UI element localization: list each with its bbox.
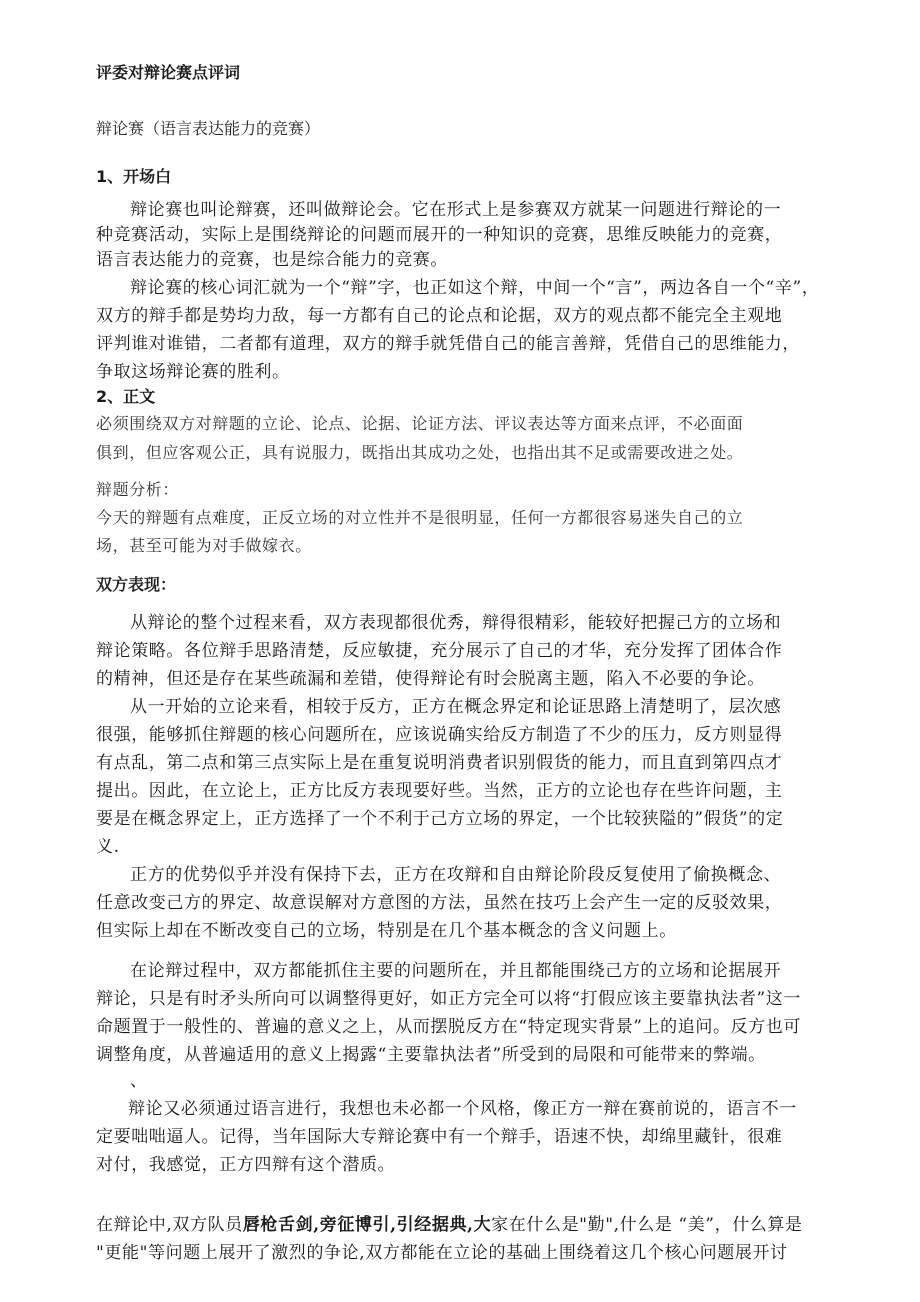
section2-p1-line2: 俱到，但应客观公正，具有说服力，既指出其成功之处，也指出其不足或需要改进之处。 — [96, 443, 744, 462]
section1-p2-line2: 双方的辩手都是势均力敌，每一方都有自己的论点和论据，双方的观点都不能完全主观地 — [96, 306, 783, 326]
section2-heading: 2、正文 — [96, 387, 156, 406]
perf-p3-line3: 但实际上却在不断改变自己的立场，特别是在几个基本概念的含义问题上。 — [96, 921, 677, 941]
document-title: 评委对辩论赛点评词 — [96, 63, 241, 82]
section1-p1-line1: 辩论赛也叫论辩赛，还叫做辩论会。它在形式上是参赛双方就某一问题进行辩论的一 — [130, 200, 782, 220]
section1-p2-line1: 辩论赛的核心词汇就为一个“辩”字，也正如这个辩，中间一个“言”，两边各自一个“辛”， — [130, 278, 820, 298]
perf-p5-line2: 定要咄咄逼人。记得，当年国际大专辩论赛中有一个辩手，语速不快，却绵里藏针，很难 — [96, 1127, 783, 1147]
document-subtitle: 辩论赛（语言表达能力的竞赛） — [96, 119, 321, 138]
section1-p2-line3: 评判谁对谁错，二者都有道理，双方的辩手就凭借自己的能言善辩，凭借自己的思维能力， — [96, 334, 800, 354]
perf-p4-line1: 在论辩过程中，双方都能抓住主要的问题所在，并且都能围绕己方的立场和论据展开 — [130, 961, 782, 981]
perf-p2-line4: 提出。因此，在立论上，正方比反方表现要好些。当然，正方的立论也存在些许问题，主 — [96, 781, 783, 801]
last-paragraph-line2: "更能"等问题上展开了激烈的争论,双方都能在立论的基础上围绕着这几个核心问题展开讨 — [96, 1243, 788, 1263]
last-line1-a: 在辩论中,双方队员 — [96, 1215, 243, 1235]
perf-p1-line3: 的精神，但还是存在某些疏漏和差错，使得辩论有时会脱离主题，陷入不必要的争论。 — [96, 669, 765, 689]
analysis-line2: 场，甚至可能为对手做嫁衣。 — [96, 536, 312, 555]
analysis-label: 辩题分析： — [96, 480, 180, 499]
perf-p4-line4: 调整角度，从普遍适用的意义上揭露“主要靠执法者”所受到的局限和可能带来的弊端。 — [96, 1045, 766, 1065]
perf-p2-line3: 有点乱，第二点和第三点实际上是在重复说明消费者识别假货的能力，而且直到第四点才 — [96, 753, 783, 773]
perf-p2-line5: 要是在概念界定上，正方选择了一个不利于己方立场的界定，一个比较狭隘的”假货”的定 — [96, 809, 784, 829]
perf-p2-line1: 从一开始的立论来看，相较于反方，正方在概念界定和论证思路上清楚明了，层次感 — [130, 697, 782, 717]
perf-p2-line2: 很强，能够抓住辩题的核心问题所在，应该说确实给反方制造了不少的压力，反方则显得 — [96, 725, 783, 745]
perf-p3-line2: 任意改变己方的界定、故意误解对方意图的方法，虽然在技巧上会产生一定的反驳效果， — [96, 893, 783, 913]
punctuation-mark: 、 — [130, 1071, 148, 1091]
perf-p5-line3: 对付，我感觉，正方四辩有这个潜质。 — [96, 1155, 396, 1175]
perf-p3-line1: 正方的优势似乎并没有保持下去，正方在攻辩和自由辩论阶段反复使用了偷换概念、 — [130, 865, 782, 885]
perf-p4-line2: 辩论，只是有时矛头所向可以调整得更好，如正方完全可以将“打假应该主要靠执法者”这一 — [96, 989, 801, 1009]
analysis-line1: 今天的辩题有点难度，正反立场的对立性并不是很明显，任何一方都很容易迷失自己的立 — [96, 508, 744, 527]
perf-p2-line6: 义. — [96, 837, 120, 857]
section1-p1-line3: 语言表达能力的竞赛，也是综合能力的竞赛。 — [96, 250, 448, 270]
perf-p1-line2: 辩论策略。各位辩手思路清楚，反应敏捷，充分展示了自己的才华，充分发挥了团体合作 — [96, 641, 783, 661]
section1-p2-line4: 争取这场辩论赛的胜利。 — [96, 362, 290, 382]
performance-label: 双方表现： — [96, 575, 177, 594]
last-line1-b: 家在什么是"勤",什么是 “美”，什么算是 — [491, 1215, 803, 1235]
perf-p1-line1: 从辩论的整个过程来看，双方表现都很优秀，辩得很精彩，能较好把握己方的立场和 — [130, 613, 782, 633]
perf-p4-line3: 命题置于一般性的、普遍的意义之上，从而摆脱反方在“特定现实背景”上的追问。反方也可 — [96, 1017, 801, 1037]
last-line1-bold: 唇枪舌剑,旁征博引,引经据典,大 — [242, 1215, 492, 1235]
section1-heading: 1、开场白 — [96, 167, 172, 186]
perf-p5-line1: 辩论又必须通过语言进行，我想也未必都一个风格，像正方一辩在赛前说的，语言不一 — [128, 1099, 797, 1119]
section1-p1-line2: 种竞赛活动，实际上是围绕辩论的问题而展开的一种知识的竞赛，思维反映能力的竞赛， — [96, 225, 783, 245]
last-paragraph-line1 — [96, 1210, 803, 1235]
section2-p1-line1: 必须围绕双方对辩题的立论、论点、论据、论证方法、评议表达等方面来点评，不必面面 — [96, 414, 744, 433]
